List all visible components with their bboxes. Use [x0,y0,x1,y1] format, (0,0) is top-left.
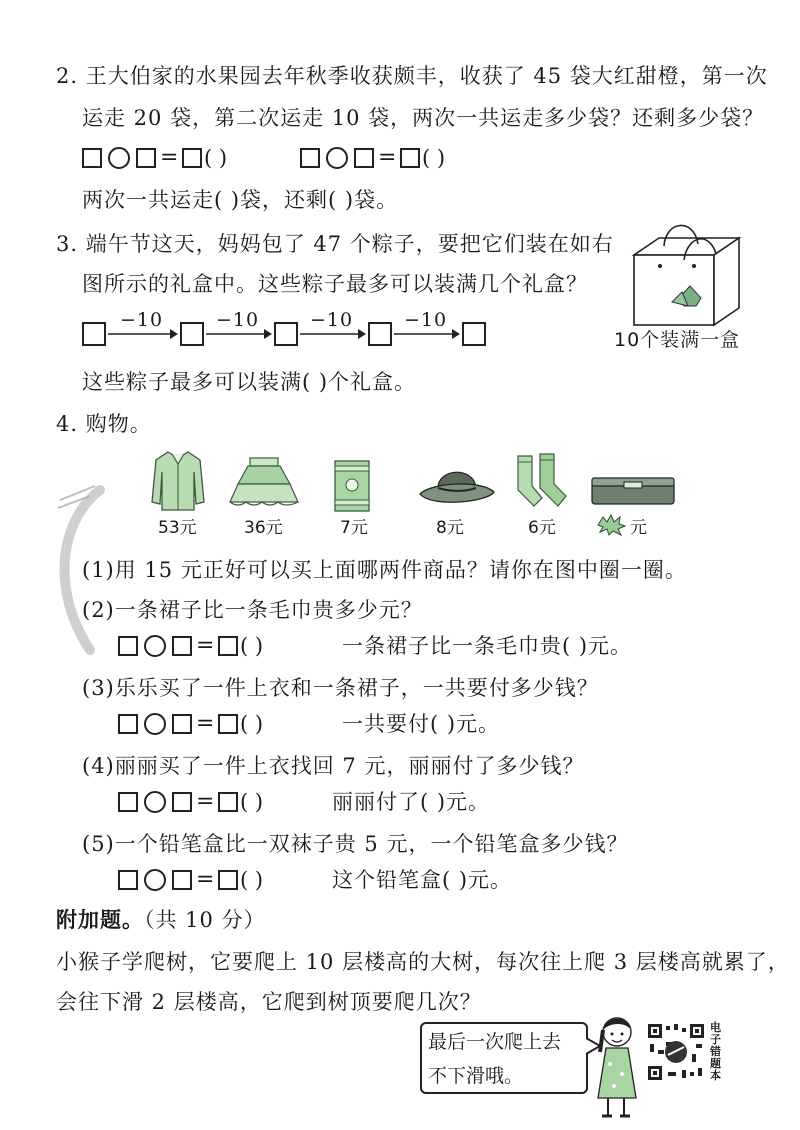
step-label: −10 [216,309,260,331]
bubble-line1: 最后一次爬上去 [428,1031,562,1053]
price-label: 元 [630,518,647,538]
answer-box[interactable] [82,148,102,168]
bonus-line1: 小猴子学爬树，它要爬上 10 层楼高的大树，每次往上爬 3 层楼高就累了， [56,950,790,974]
q4-sub5-answer: 这个铅笔盒( )元。 [332,868,513,892]
answer-box[interactable] [218,636,238,656]
operator-circle[interactable] [144,791,166,813]
answer-box[interactable] [354,148,374,168]
q3-answer: 这些粽子最多可以装满( )个礼盒。 [82,370,417,394]
q4-sub2-answer: 一条裙子比一条毛巾贵( )元。 [342,634,633,658]
q4-sub3-answer: 一共要付( )元。 [342,712,501,736]
step-label: −10 [404,309,448,331]
step-label: −10 [120,309,164,331]
q3-line1: 3. 端午节这天，妈妈包了 47 个粽子，要把它们装在如右 [56,232,614,256]
answer-box[interactable] [180,322,204,346]
equals-sign: = [196,867,215,892]
price-label: 8元 [436,518,464,538]
equals-sign: = [196,711,215,736]
answer-box[interactable] [82,322,106,346]
operator-circle[interactable] [144,713,166,735]
arrow-icon [394,328,460,340]
pencil-case-icon[interactable] [590,474,676,512]
q2-line1: 2. 王大伯家的水果园去年秋季收获颇丰，收获了 45 袋大红甜橙，第一次 [56,64,768,88]
equals-sign: = [196,633,215,658]
price-label: 53元 [158,518,197,538]
answer-box[interactable] [400,148,420,168]
skirt-icon[interactable] [228,456,300,512]
price-label: 7元 [340,518,368,538]
answer-box[interactable] [118,792,138,812]
qr-side-text: 电子错题本 [710,1021,721,1082]
answer-box[interactable] [136,148,156,168]
speech-bubble [420,1022,588,1094]
bonus-line2: 会往下滑 2 层楼高，它爬到树顶要爬几次？ [56,990,482,1014]
answer-box[interactable] [172,792,192,812]
answer-box[interactable] [218,714,238,734]
equals-sign: = [378,145,397,170]
q2-line2: 运走 20 袋，第二次运走 10 袋，两次一共运走多少袋？还剩多少袋？ [82,106,765,130]
q4-sub3: (3)乐乐买了一件上衣和一条裙子，一共要付多少钱？ [82,676,599,700]
arrow-icon [300,328,366,340]
shirt-icon[interactable] [150,448,206,516]
bonus-score: （共 10 分） [144,908,266,932]
equals-sign: = [196,789,215,814]
hat-icon[interactable] [418,464,496,514]
arrow-icon [206,328,272,340]
answer-box[interactable] [218,792,238,812]
answer-box[interactable] [118,714,138,734]
price-label: 36元 [244,518,283,538]
operator-circle[interactable] [144,635,166,657]
unit-paren[interactable]: ( ) [422,146,446,170]
gift-box-icon [624,220,754,334]
operator-circle[interactable] [144,869,166,891]
bonus-header [56,906,266,934]
step-label: −10 [310,309,354,331]
answer-box[interactable] [172,636,192,656]
q4-sub5: (5)一个铅笔盒比一双袜子贵 5 元，一个铅笔盒多少钱？ [82,832,629,856]
q3-line2: 图所示的礼盒中。这些粽子最多可以装满几个礼盒？ [82,272,588,296]
price-sticker-icon [596,514,626,536]
towel-icon[interactable] [332,458,372,518]
operator-circle[interactable] [108,147,130,169]
bubble-line2: 不下滑哦。 [428,1065,524,1087]
q4-title: 4. 购物。 [56,412,152,436]
answer-box[interactable] [182,148,202,168]
answer-box[interactable] [172,870,192,890]
answer-box[interactable] [368,322,392,346]
q4-sub4-answer: 丽丽付了( )元。 [332,790,491,814]
answer-box[interactable] [300,148,320,168]
answer-box[interactable] [118,636,138,656]
unit-paren[interactable]: ( ) [240,712,264,736]
girl-character-icon [590,1012,644,1126]
answer-box[interactable] [172,714,192,734]
q4-sub1: (1)用 15 元正好可以买上面哪两件商品？请你在图中圈一圈。 [82,558,687,582]
qr-code-icon[interactable] [646,1022,706,1086]
unit-paren[interactable]: ( ) [240,790,264,814]
arrow-icon [108,328,178,340]
answer-box[interactable] [274,322,298,346]
unit-paren[interactable]: ( ) [240,634,264,658]
socks-icon[interactable] [512,452,568,514]
q4-sub2: (2)一条裙子比一条毛巾贵多少元？ [82,598,423,622]
price-label: 6元 [528,518,556,538]
answer-box[interactable] [118,870,138,890]
gift-caption: 10个装满一盒 [614,329,741,351]
unit-paren[interactable]: ( ) [204,146,228,170]
unit-paren[interactable]: ( ) [240,868,264,892]
q4-sub4: (4)丽丽买了一件上衣找回 7 元，丽丽付了多少钱？ [82,754,585,778]
answer-box[interactable] [218,870,238,890]
answer-box[interactable] [462,322,486,346]
operator-circle[interactable] [326,147,348,169]
equals-sign: = [160,145,179,170]
bonus-title: 附加题。 [56,907,144,932]
q2-answer: 两次一共运走( )袋，还剩( )袋。 [82,188,399,212]
